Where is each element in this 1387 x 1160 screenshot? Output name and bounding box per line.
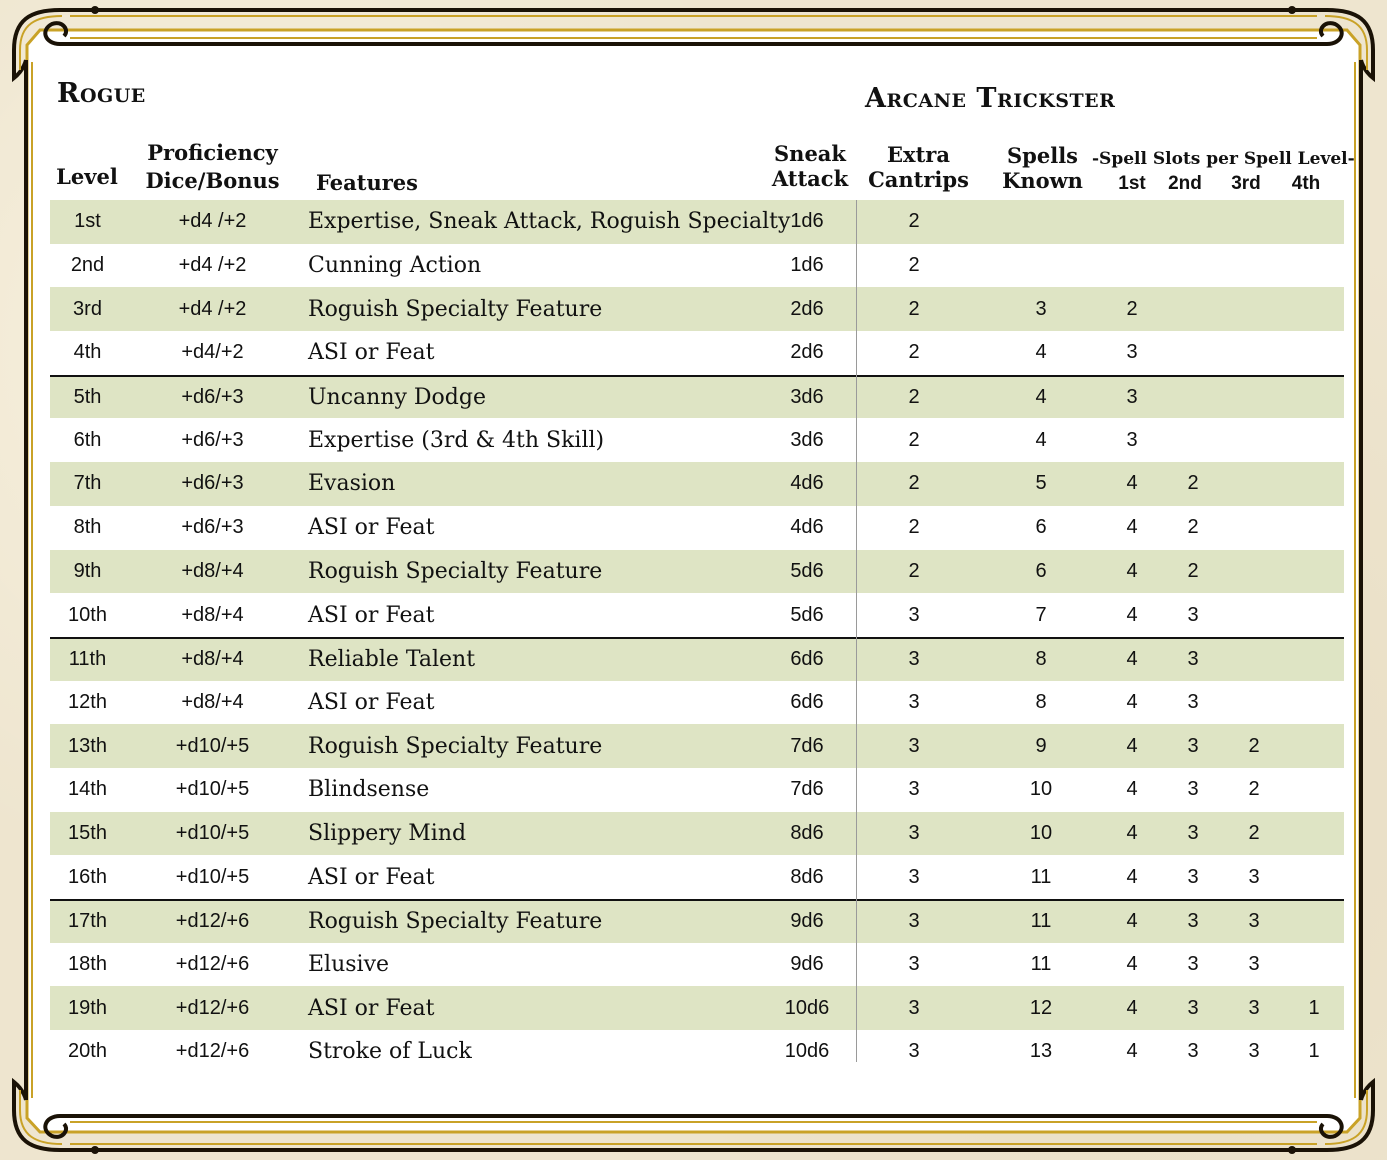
- extra-cantrips-cell: 3: [908, 778, 920, 801]
- slot-1st-cell: 4: [1126, 865, 1138, 888]
- level-cell: 1st: [74, 210, 101, 233]
- level-cell: 13th: [68, 734, 107, 757]
- slot-1st-cell: 4: [1126, 603, 1138, 626]
- feature-cell: Roguish Specialty Feature: [308, 733, 603, 759]
- slot-4th-cell: [1294, 724, 1334, 768]
- table-row: [50, 724, 1344, 768]
- feature-cell: Uncanny Dodge: [308, 385, 486, 411]
- spells-known-cell: 13: [1029, 1040, 1053, 1063]
- slot-2nd-cell: [1173, 377, 1213, 419]
- extra-cantrips-cell: 3: [908, 1040, 920, 1063]
- slot-1st-cell: 4: [1126, 472, 1138, 495]
- proficiency-cell: +d10/+5: [175, 778, 250, 801]
- level-cell: 10th: [68, 603, 107, 626]
- feature-cell: ASI or Feat: [308, 515, 435, 541]
- spells-known-cell: 11: [1030, 910, 1052, 933]
- spells-known-cell: 10: [1029, 821, 1053, 844]
- extra-cantrips-cell: 2: [908, 210, 920, 233]
- feature-cell: Elusive: [308, 952, 390, 978]
- sneak-attack-cell: 7d6: [790, 734, 824, 757]
- table-row: [50, 768, 1344, 812]
- slot-4th-cell: [1294, 943, 1334, 987]
- slot-4th-cell: [1294, 550, 1334, 594]
- header-sneak-attack: [765, 141, 855, 191]
- header-slot-3rd: 3rd: [1231, 173, 1261, 194]
- table-row: [50, 986, 1344, 1030]
- header-known-line1: Spells: [1007, 143, 1078, 168]
- slot-1st-cell: 4: [1126, 778, 1138, 801]
- slot-4th-cell: [1294, 768, 1334, 812]
- slot-4th-cell: [1294, 244, 1334, 288]
- slot-3rd-cell: 2: [1248, 821, 1260, 844]
- extra-cantrips-cell: 2: [908, 297, 920, 320]
- proficiency-cell: +d6/+3: [181, 516, 244, 539]
- slot-3rd-cell: [1234, 593, 1274, 637]
- feature-cell: Expertise, Sneak Attack, Roguish Specialty: [308, 209, 791, 235]
- level-cell: 6th: [73, 428, 102, 451]
- sneak-attack-cell: 10d6: [784, 1040, 830, 1063]
- slot-3rd-cell: 2: [1248, 778, 1260, 801]
- spells-known-cell: 3: [1035, 297, 1047, 320]
- extra-cantrips-cell: 3: [908, 821, 920, 844]
- slot-2nd-cell: [1173, 418, 1213, 462]
- slot-4th-cell: 1: [1308, 1040, 1320, 1063]
- slot-1st-cell: 4: [1126, 996, 1138, 1019]
- feature-cell: Reliable Talent: [308, 647, 476, 673]
- proficiency-cell: +d4 /+2: [178, 254, 247, 277]
- feature-cell: Stroke of Luck: [308, 1039, 472, 1065]
- feature-cell: ASI or Feat: [308, 689, 435, 715]
- spells-known-cell: 11: [1030, 865, 1052, 888]
- subclass-title: Arcane Trickster: [865, 83, 1116, 114]
- proficiency-cell: +d10/+5: [175, 821, 250, 844]
- slot-3rd-cell: [1234, 287, 1274, 331]
- slot-3rd-cell: 3: [1248, 996, 1260, 1019]
- spells-known-cell: 12: [1029, 996, 1053, 1019]
- slot-2nd-cell: [1173, 244, 1213, 288]
- feature-cell: ASI or Feat: [308, 602, 435, 628]
- feature-cell: Roguish Specialty Feature: [308, 558, 603, 584]
- slot-1st-cell: [1112, 200, 1152, 244]
- extra-cantrips-cell: 2: [908, 341, 920, 364]
- spells-known-cell: [1016, 200, 1066, 244]
- slot-4th-cell: [1294, 200, 1334, 244]
- level-cell: 3rd: [73, 297, 102, 320]
- spells-known-cell: 8: [1035, 690, 1047, 713]
- slot-4th-cell: [1294, 462, 1334, 506]
- slot-4th-cell: [1294, 418, 1334, 462]
- level-cell: 5th: [73, 386, 102, 409]
- slot-2nd-cell: 3: [1187, 778, 1199, 801]
- sneak-attack-cell: 3d6: [790, 386, 824, 409]
- header-spells-known: [995, 143, 1090, 193]
- proficiency-cell: +d6/+3: [181, 386, 244, 409]
- level-cell: 8th: [73, 516, 102, 539]
- sneak-attack-cell: 1d6: [790, 210, 824, 233]
- progression-table: [50, 200, 1344, 1074]
- feature-cell: ASI or Feat: [308, 864, 435, 890]
- slot-1st-cell: 4: [1126, 690, 1138, 713]
- slot-4th-cell: [1294, 681, 1334, 725]
- slot-2nd-cell: [1173, 200, 1213, 244]
- table-row: [50, 637, 1344, 681]
- level-cell: 17th: [68, 910, 107, 933]
- proficiency-cell: +d8/+4: [181, 559, 244, 582]
- sneak-attack-cell: 5d6: [790, 559, 824, 582]
- level-cell: 20th: [68, 1040, 107, 1063]
- slot-1st-cell: 2: [1126, 297, 1138, 320]
- slot-1st-cell: 4: [1126, 516, 1138, 539]
- table-row: [50, 812, 1344, 856]
- sneak-attack-cell: 2d6: [790, 341, 824, 364]
- feature-cell: Blindsense: [308, 777, 430, 803]
- table-row: [50, 1030, 1344, 1074]
- extra-cantrips-cell: 2: [908, 386, 920, 409]
- sneak-attack-cell: 4d6: [790, 472, 824, 495]
- slot-2nd-cell: 3: [1187, 603, 1199, 626]
- level-cell: 11th: [68, 648, 107, 671]
- proficiency-cell: +d12/+6: [175, 996, 250, 1019]
- slot-4th-cell: [1294, 855, 1334, 899]
- header-slot-4th: 4th: [1291, 173, 1321, 194]
- slot-4th-cell: [1294, 506, 1334, 550]
- header-sneak-line1: Sneak: [774, 141, 846, 166]
- slot-2nd-cell: 3: [1187, 821, 1199, 844]
- table-row: [50, 899, 1344, 943]
- spells-known-cell: 4: [1035, 428, 1047, 451]
- slot-3rd-cell: [1234, 200, 1274, 244]
- header-extra-cantrips: [866, 142, 971, 192]
- level-cell: 7th: [73, 472, 102, 495]
- level-cell: 12th: [68, 690, 107, 713]
- extra-cantrips-cell: 2: [908, 559, 920, 582]
- slot-2nd-cell: 3: [1187, 1040, 1199, 1063]
- extra-cantrips-cell: 2: [908, 516, 920, 539]
- spells-known-cell: 6: [1035, 516, 1047, 539]
- class-title: Rogue: [57, 78, 146, 109]
- proficiency-cell: +d10/+5: [175, 865, 250, 888]
- slot-3rd-cell: 3: [1248, 910, 1260, 933]
- slot-3rd-cell: 2: [1248, 734, 1260, 757]
- sneak-attack-cell: 8d6: [790, 865, 824, 888]
- level-cell: 15th: [68, 821, 107, 844]
- header-proficiency-line1: Proficiency: [147, 140, 278, 165]
- table-row: [50, 943, 1344, 987]
- level-cell: 16th: [68, 865, 107, 888]
- sneak-attack-cell: 7d6: [790, 778, 824, 801]
- slot-1st-cell: 4: [1126, 559, 1138, 582]
- proficiency-cell: +d4 /+2: [178, 210, 247, 233]
- sneak-attack-cell: 6d6: [790, 690, 824, 713]
- sneak-attack-cell: 8d6: [790, 821, 824, 844]
- extra-cantrips-cell: 2: [908, 254, 920, 277]
- feature-cell: ASI or Feat: [308, 340, 435, 366]
- proficiency-cell: +d4 /+2: [178, 297, 247, 320]
- slot-2nd-cell: 2: [1187, 516, 1199, 539]
- spells-known-cell: 6: [1035, 559, 1047, 582]
- slot-2nd-cell: 2: [1187, 472, 1199, 495]
- sneak-attack-cell: 9d6: [790, 910, 824, 933]
- slot-1st-cell: [1112, 244, 1152, 288]
- slot-1st-cell: 4: [1126, 953, 1138, 976]
- spells-known-cell: 4: [1035, 386, 1047, 409]
- header-cantrips-line2: Cantrips: [868, 167, 969, 192]
- extra-cantrips-cell: 3: [908, 648, 920, 671]
- feature-cell: Slippery Mind: [308, 820, 467, 846]
- feature-cell: Roguish Specialty Feature: [308, 909, 603, 935]
- slot-3rd-cell: [1234, 244, 1274, 288]
- sneak-attack-cell: 5d6: [790, 603, 824, 626]
- slot-2nd-cell: 3: [1187, 648, 1199, 671]
- level-cell: 14th: [68, 778, 107, 801]
- slot-4th-cell: [1294, 901, 1334, 943]
- level-cell: 9th: [73, 559, 102, 582]
- slot-2nd-cell: 3: [1187, 953, 1199, 976]
- table-row: [50, 331, 1344, 375]
- proficiency-cell: +d4/+2: [181, 341, 244, 364]
- slot-2nd-cell: 3: [1187, 690, 1199, 713]
- table-row: [50, 418, 1344, 462]
- slot-1st-cell: 4: [1126, 1040, 1138, 1063]
- extra-cantrips-cell: 2: [908, 472, 920, 495]
- spells-known-cell: 11: [1030, 953, 1052, 976]
- slot-4th-cell: [1294, 287, 1334, 331]
- spells-known-cell: 9: [1035, 734, 1047, 757]
- extra-cantrips-cell: 3: [908, 953, 920, 976]
- sneak-attack-cell: 1d6: [790, 254, 824, 277]
- slot-2nd-cell: 3: [1187, 865, 1199, 888]
- sneak-attack-cell: 6d6: [790, 648, 824, 671]
- spells-known-cell: 4: [1035, 341, 1047, 364]
- header-features-label: Features: [316, 170, 418, 195]
- level-cell: 18th: [68, 953, 107, 976]
- slot-2nd-cell: 2: [1187, 559, 1199, 582]
- slot-3rd-cell: [1234, 377, 1274, 419]
- sneak-attack-cell: 9d6: [790, 953, 824, 976]
- level-cell: 4th: [73, 341, 102, 364]
- table-row: [50, 462, 1344, 506]
- feature-cell: ASI or Feat: [308, 995, 435, 1021]
- proficiency-cell: +d8/+4: [181, 603, 244, 626]
- slot-4th-cell: [1294, 639, 1334, 681]
- proficiency-cell: +d8/+4: [181, 690, 244, 713]
- sneak-attack-cell: 10d6: [784, 996, 830, 1019]
- slot-3rd-cell: 3: [1248, 953, 1260, 976]
- slot-1st-cell: 3: [1126, 428, 1138, 451]
- proficiency-cell: +d10/+5: [175, 734, 250, 757]
- slot-3rd-cell: [1234, 462, 1274, 506]
- slot-3rd-cell: [1234, 506, 1274, 550]
- extra-cantrips-cell: 3: [908, 865, 920, 888]
- spells-known-cell: [1016, 244, 1066, 288]
- header-known-line2: Known: [1002, 168, 1083, 193]
- header-slot-2nd: 2nd: [1168, 173, 1202, 194]
- spells-known-cell: 10: [1029, 778, 1053, 801]
- slot-3rd-cell: [1234, 681, 1274, 725]
- header-slot-1st: 1st: [1118, 173, 1146, 194]
- feature-cell: Cunning Action: [308, 253, 482, 279]
- extra-cantrips-cell: 3: [908, 603, 920, 626]
- table-row: [50, 287, 1344, 331]
- table-row: [50, 506, 1344, 550]
- table-row: [50, 855, 1344, 899]
- proficiency-cell: +d6/+3: [181, 472, 244, 495]
- column-divider: [856, 200, 857, 1062]
- slot-4th-cell: [1294, 593, 1334, 637]
- level-cell: 2nd: [70, 254, 105, 277]
- slot-1st-cell: 4: [1126, 821, 1138, 844]
- slot-4th-cell: [1294, 377, 1334, 419]
- header-sneak-line2: Attack: [771, 166, 849, 191]
- header-level: [52, 164, 122, 189]
- proficiency-cell: +d8/+4: [181, 648, 244, 671]
- proficiency-cell: +d12/+6: [175, 1040, 250, 1063]
- slot-1st-cell: 3: [1126, 341, 1138, 364]
- spells-known-cell: 7: [1035, 603, 1047, 626]
- header-level-label: Level: [56, 164, 118, 189]
- slot-3rd-cell: [1234, 550, 1274, 594]
- slot-3rd-cell: [1234, 418, 1274, 462]
- proficiency-cell: +d12/+6: [175, 953, 250, 976]
- feature-cell: Roguish Specialty Feature: [308, 296, 603, 322]
- sneak-attack-cell: 2d6: [790, 297, 824, 320]
- extra-cantrips-cell: 3: [908, 690, 920, 713]
- slot-1st-cell: 4: [1126, 648, 1138, 671]
- feature-cell: Expertise (3rd & 4th Skill): [308, 427, 605, 453]
- slot-3rd-cell: 3: [1248, 1040, 1260, 1063]
- header-proficiency-line2: Dice/Bonus: [145, 168, 280, 193]
- extra-cantrips-cell: 3: [908, 734, 920, 757]
- slot-2nd-cell: 3: [1187, 996, 1199, 1019]
- header-spell-slots-group: -Spell Slots per Spell Level-: [1092, 149, 1355, 169]
- spells-known-cell: 8: [1035, 648, 1047, 671]
- slot-2nd-cell: 3: [1187, 734, 1199, 757]
- spells-known-cell: 5: [1035, 472, 1047, 495]
- level-cell: 19th: [68, 996, 107, 1019]
- sneak-attack-cell: 4d6: [790, 516, 824, 539]
- slot-2nd-cell: [1173, 287, 1213, 331]
- header-features: [312, 170, 422, 195]
- table-row: [50, 375, 1344, 419]
- slot-3rd-cell: [1234, 639, 1274, 681]
- header-proficiency: [135, 140, 290, 193]
- slot-3rd-cell: [1234, 331, 1274, 375]
- extra-cantrips-cell: 3: [908, 996, 920, 1019]
- slot-1st-cell: 4: [1126, 734, 1138, 757]
- extra-cantrips-cell: 3: [908, 910, 920, 933]
- slot-2nd-cell: [1173, 331, 1213, 375]
- proficiency-cell: +d6/+3: [181, 428, 244, 451]
- feature-cell: Evasion: [308, 471, 396, 497]
- slot-3rd-cell: 3: [1248, 865, 1260, 888]
- table-row: [50, 593, 1344, 637]
- header-cantrips-line1: Extra: [887, 142, 950, 167]
- slot-1st-cell: 3: [1126, 386, 1138, 409]
- slot-1st-cell: 4: [1126, 910, 1138, 933]
- sneak-attack-cell: 3d6: [790, 428, 824, 451]
- extra-cantrips-cell: 2: [908, 428, 920, 451]
- table-row: [50, 200, 1344, 244]
- table-row: [50, 244, 1344, 288]
- table-row: [50, 681, 1344, 725]
- slot-4th-cell: [1294, 812, 1334, 856]
- table-row: [50, 550, 1344, 594]
- slot-4th-cell: [1294, 331, 1334, 375]
- slot-4th-cell: 1: [1308, 996, 1320, 1019]
- proficiency-cell: +d12/+6: [175, 910, 250, 933]
- slot-2nd-cell: 3: [1187, 910, 1199, 933]
